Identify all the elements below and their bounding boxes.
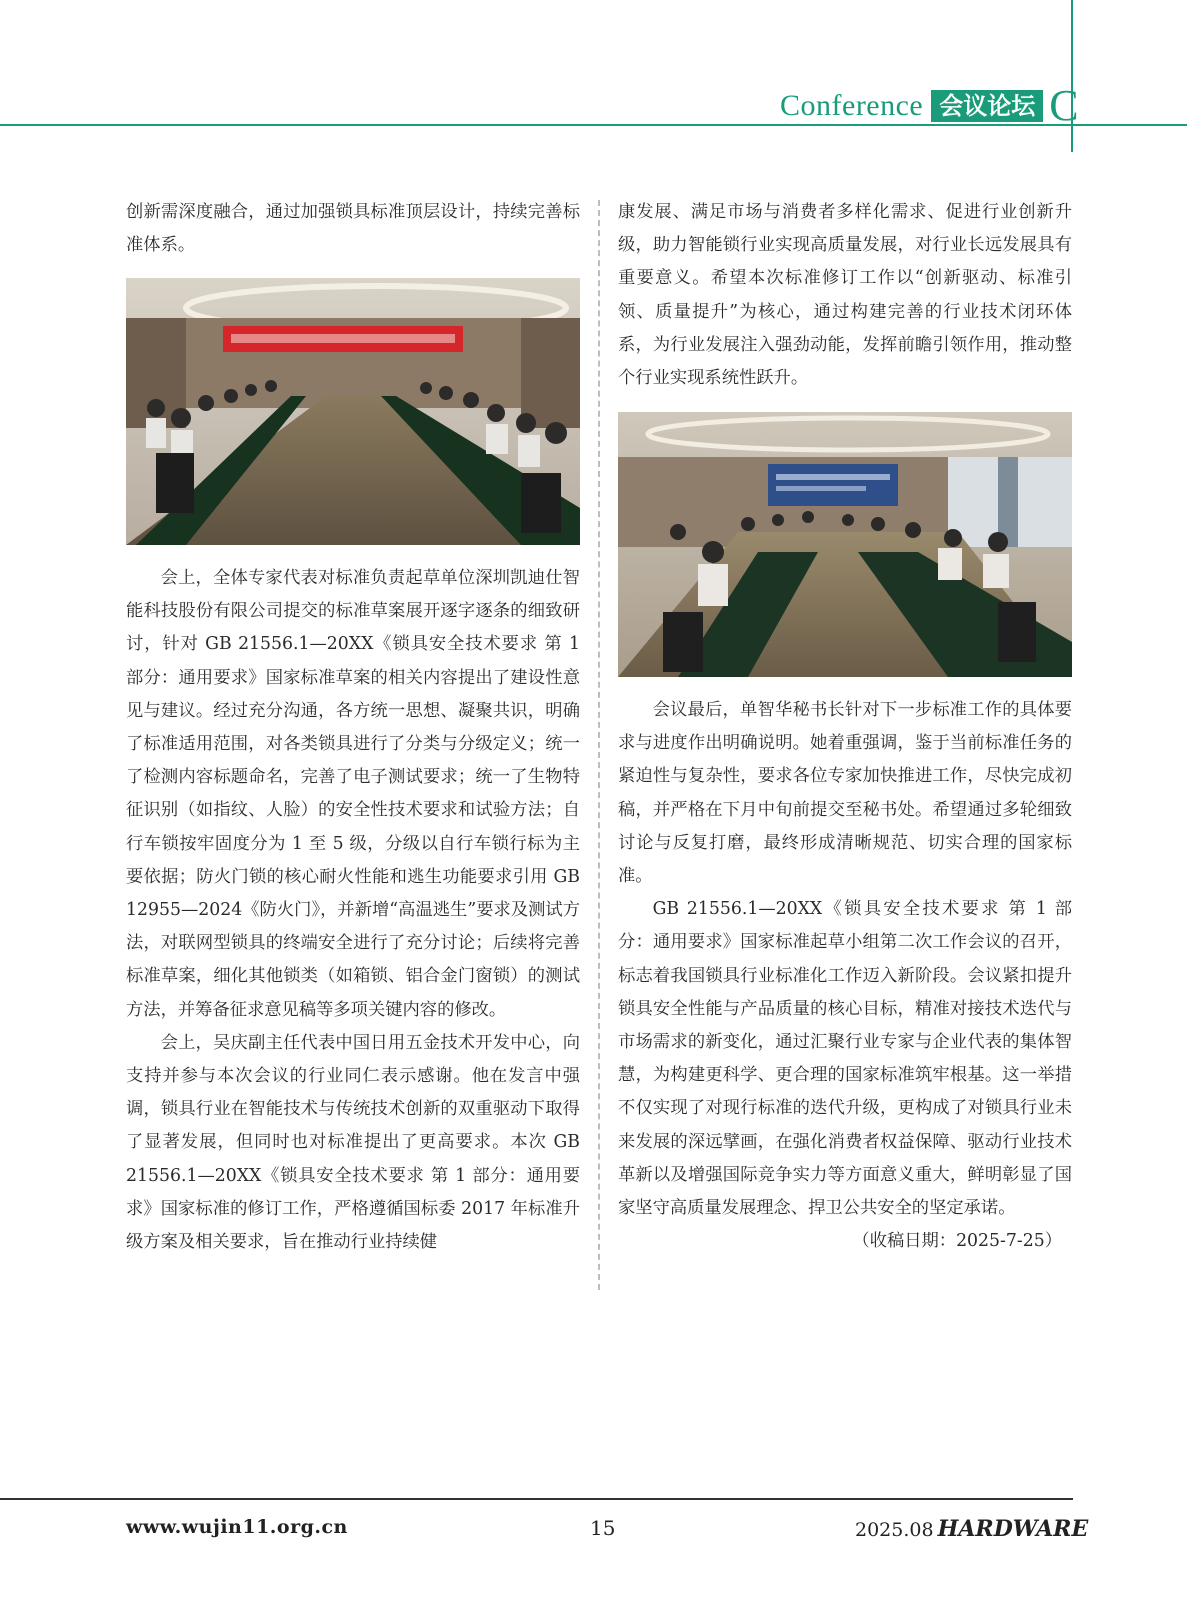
right-column-top [618,196,1072,395]
footer-rule [0,1498,1073,1500]
section-title-cn: 会议论坛 [931,90,1043,122]
right-paragraph-1: 会议最后，单智华秘书长针对下一步标准工作的具体要求与进度作出明确说明。她着重强调，鉴于当前标准任务的紧迫性与复杂性，要求各位专家加快推进工作，尽快完成初稿，并严格在下月中旬前提交至秘书处。希望通过多轮细致讨论与反复打磨，最终形成清晰规范、切实合理的国家标准。 [618,700,1072,887]
right-paragraph-2: GB 21556.1—20XX《锁具安全技术要求 第 1 部分：通用要求》国家标准起草小组第二次工作会议的召开，标志着我国锁具行业标准化工作迈入新阶段。会议紧扣提升锁具安全性能与产品质量的核心目标，精准对接技术迭代与市场需求的新变化，通过汇聚行业专家与企业代表的集体智慧，为构建更科学、更合理的国家标准筑牢根基。这一举措不仅实现了对现行标准的迭代升级，更构成了对锁具行业未来发展的深远擘画，在强化消费者权益保障、驱动行业技术革新以及增强国际竞争实力等方面意义重大，鲜明彰显了国家坚守高质量发展理念、捍卫公共安全的坚定承诺。 [618,899,1072,1219]
meeting-photo-2 [618,412,1072,677]
received-date: （收稿日期：2025-7-25） [852,1231,1062,1252]
meeting-photo-1 [126,278,580,545]
magazine-name: HARDWARE [937,1516,1089,1542]
left-paragraph-0: 创新需深度融合，通过加强锁具标准顶层设计，持续完善标准体系。 [126,202,580,256]
issue-date: 2025.08 [855,1519,934,1541]
page-number: 15 [590,1516,616,1540]
footer-issue [855,1516,1088,1542]
left-paragraph-1: 会上，全体专家代表对标准负责起草单位深圳凯迪仕智能科技股份有限公司提交的标准草案展开逐字逐条的细致研讨，针对 GB 21556.1—20XX《锁具安全技术要求 第 1 部分：通用要求》国家标准草案的相关内容提出了建设性意见与建议。经过充分沟通，各方统一思想、凝聚共识，明确了标准适用范围，对各类锁具进行了分类与分级定义；统一了检测内容标题命名，完善了电子测试要求；统一了生物特征识别（如指纹、人脸）的安全性技术要求和试验方法；自行车锁按牢固度分为 1 至 5 级，分级以自行车锁行标为主要依据；防火门锁的核心耐火性能和逃生功能要求引用 GB 12955—2024《防火门》，并新增“高温逃生”要求及测试方法，对联网型锁具的终端安全进行了充分讨论；后续将完善标准草案，细化其他锁类（如箱锁、铝合金门窗锁）的测试方法，并筹备征求意见稿等多项关键内容的修改。 [126,568,580,1020]
section-letter: C [1049,81,1079,130]
left-column-body [126,562,580,1259]
left-paragraph-2: 会上，吴庆副主任代表中国日用五金技术开发中心，向支持并参与本次会议的行业同仁表示感谢。他在发言中强调，锁具行业在智能技术与传统技术创新的双重驱动下取得了显著发展，但同时也对标准提出了更高要求。本次 GB 21556.1—20XX《锁具安全技术要求 第 1 部分：通用要求》国家标准的修订工作，严格遵循国标委 2017 年标准升级方案及相关要求，旨在推动行业持续健 [126,1032,580,1253]
section-header [780,81,1079,130]
left-column-top [126,196,580,262]
section-title-en: Conference [780,89,924,122]
column-divider [598,200,600,1290]
footer-url: www.wujin11.org.cn [126,1516,348,1538]
right-paragraph-0: 康发展、满足市场与消费者多样化需求、促进行业创新升级，助力智能锁行业实现高质量发展，对行业长远发展具有重要意义。希望本次标准修订工作以“创新驱动、标准引领、质量提升”为核心，通过构建完善的行业技术闭环体系，为行业发展注入强劲动能，发挥前瞻引领作用，推动整个行业实现系统性跃升。 [618,202,1072,389]
right-column-body [618,694,1072,1258]
